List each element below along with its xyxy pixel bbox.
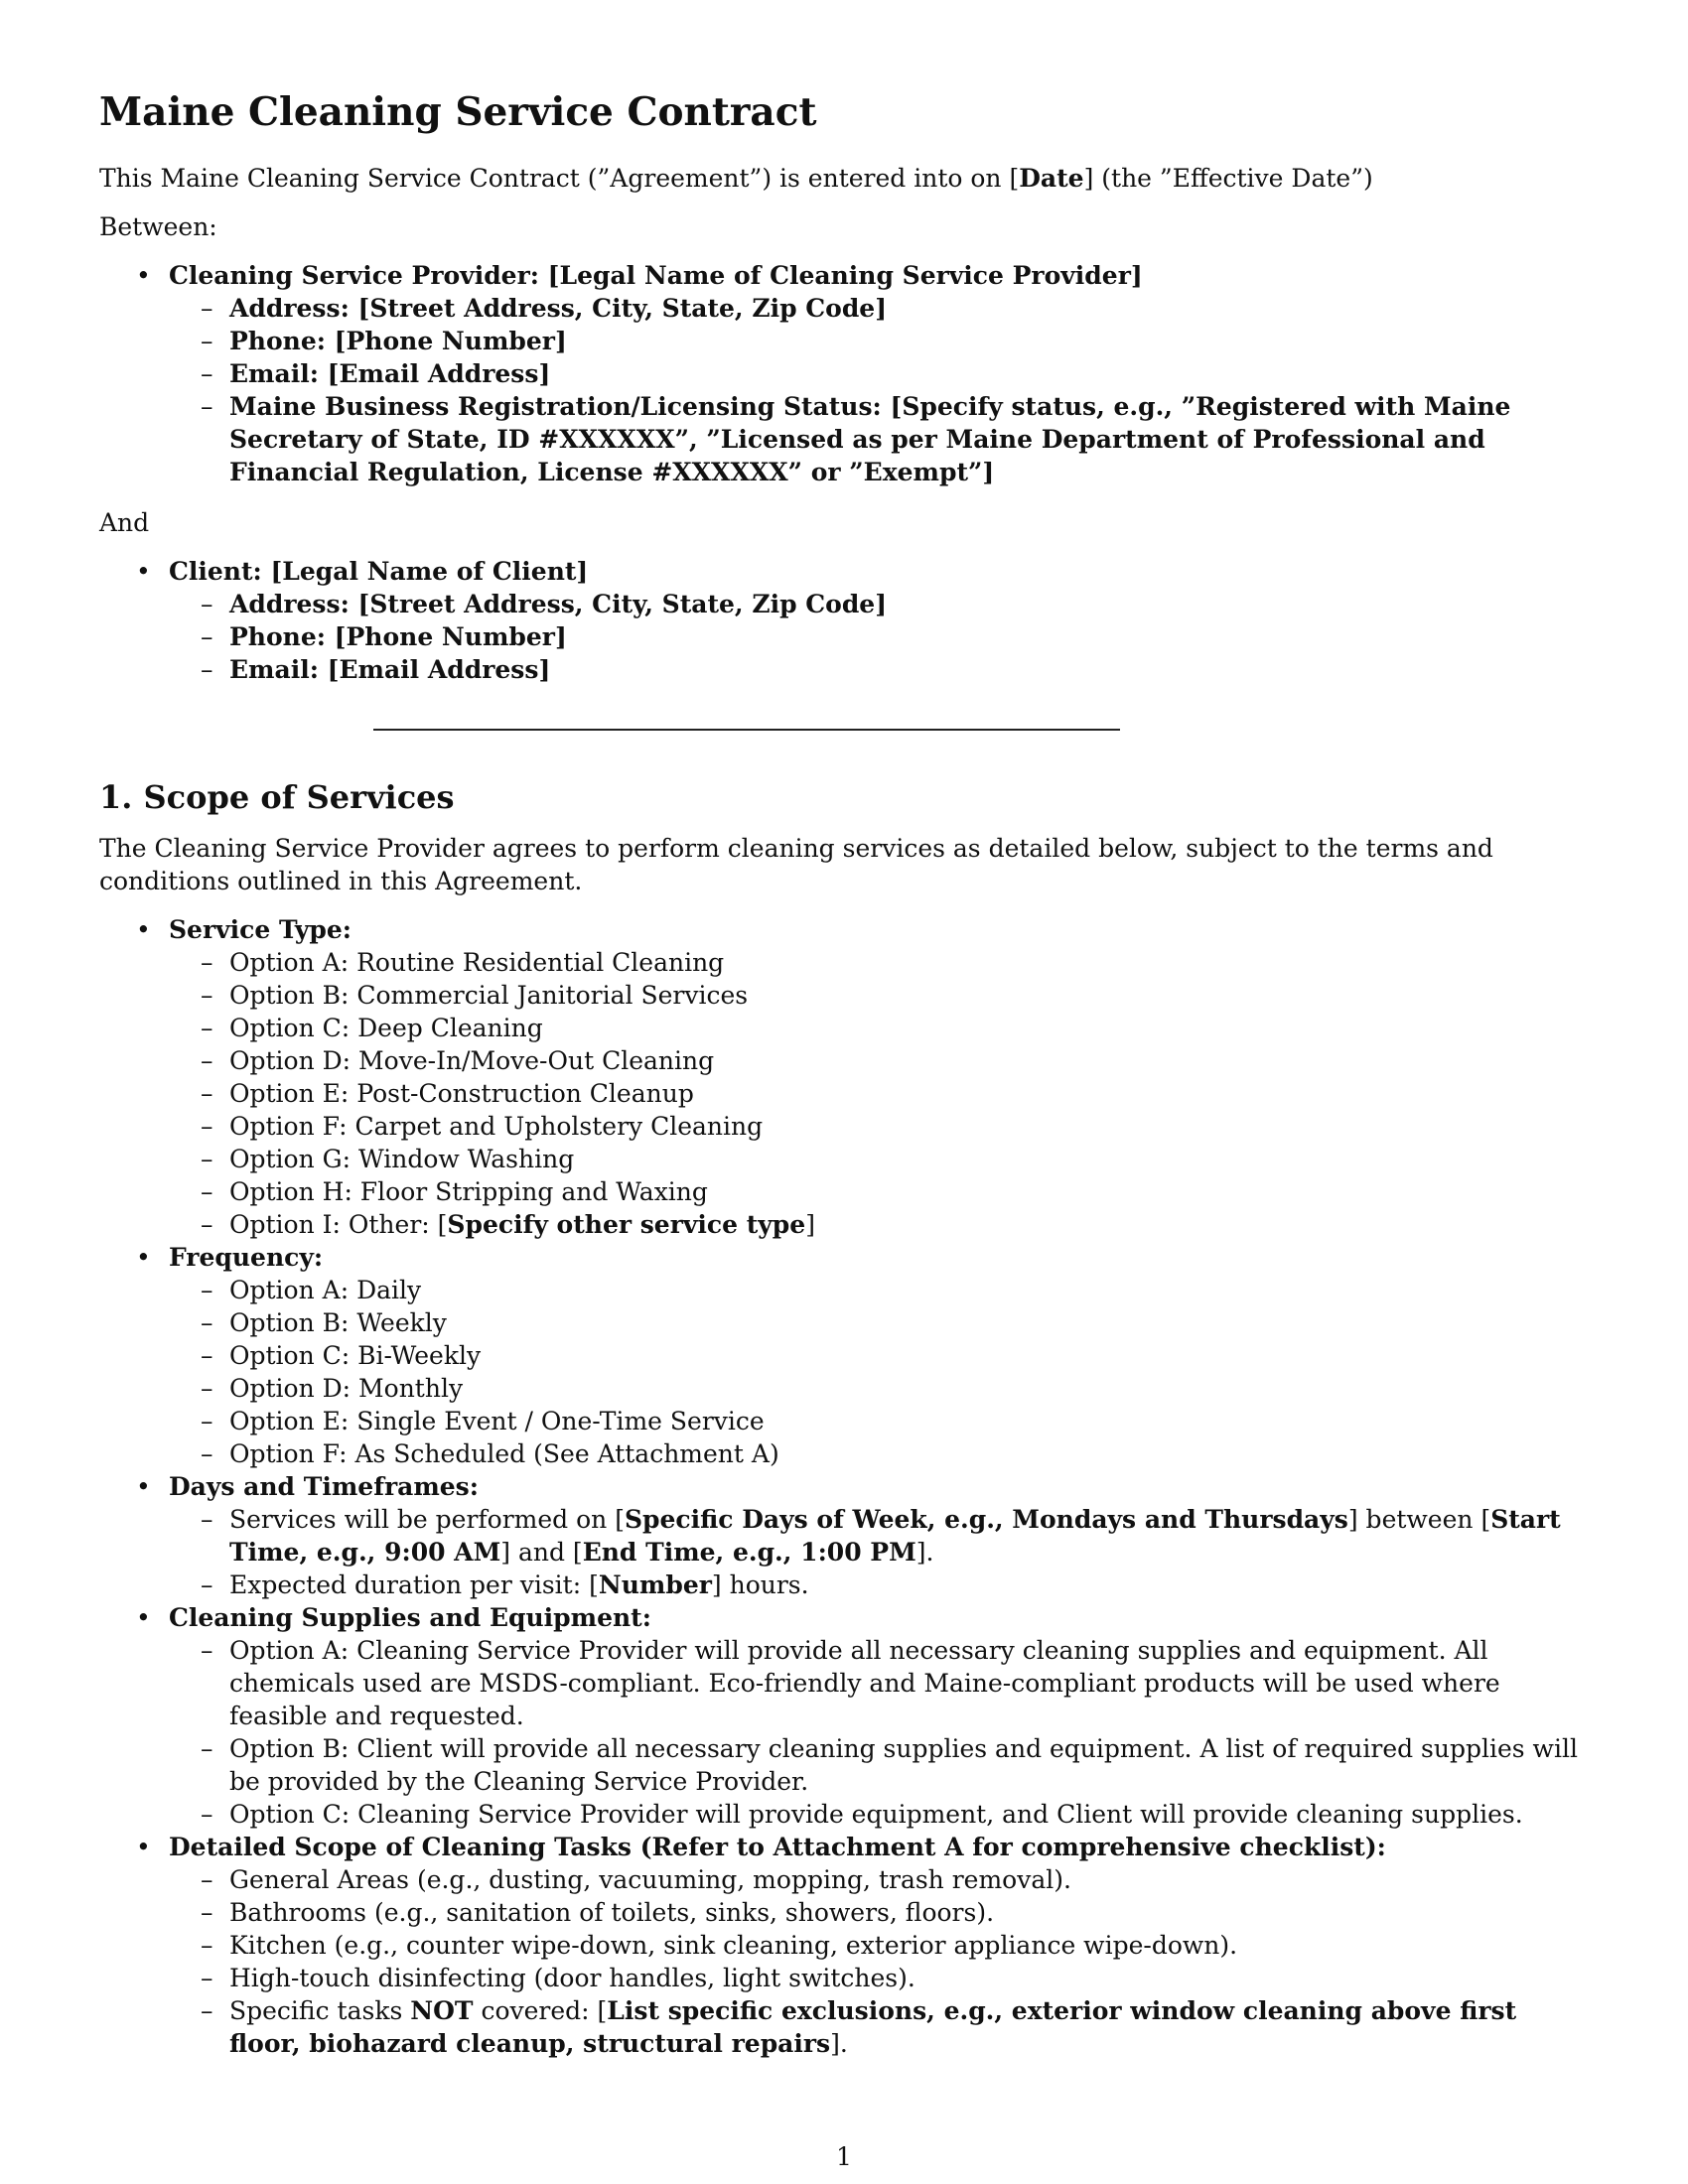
- document-title: Maine Cleaning Service Contract: [99, 89, 817, 135]
- tasks-list: [169, 1863, 1589, 2060]
- scope-intro-paragraph: The Cleaning Service Provider agrees to perform cleaning services as detailed below, subject to the terms and conditions outlined in this Agreement.: [99, 834, 1493, 895]
- tasks-exclusions: [169, 1994, 1589, 2060]
- client-address: [169, 588, 1589, 620]
- list-item: – Option D: Move-In/Move-Out Cleaning: [169, 1044, 1589, 1077]
- client-email-text: Email: [Email Address]: [229, 655, 551, 684]
- service-type-other: [169, 1208, 1589, 1241]
- list-item: – Option F: As Scheduled (See Attachment A): [169, 1437, 1589, 1470]
- frequency-item: [99, 1241, 1589, 1470]
- list-item: – Option A: Daily: [169, 1274, 1589, 1306]
- frequency-label: Frequency:: [169, 1243, 324, 1272]
- provider-phone: [169, 325, 1589, 357]
- list-item: – Option C: Deep Cleaning: [169, 1012, 1589, 1044]
- list-item: – Option A: Routine Residential Cleaning: [169, 946, 1589, 979]
- client-email: [169, 653, 1589, 686]
- provider-item: [99, 259, 1589, 488]
- provider-address: [169, 292, 1589, 325]
- page-number: 1: [836, 2142, 852, 2171]
- section-heading-scope: 1. Scope of Services: [99, 778, 455, 816]
- exclusions-text-a: Specific tasks: [229, 1996, 411, 2025]
- schedule-text-d: ].: [915, 1538, 934, 1567]
- supplies-label: Cleaning Supplies and Equipment:: [169, 1603, 651, 1632]
- supplies-item: [99, 1601, 1589, 1831]
- exclusions-text-b: covered: [: [473, 1996, 608, 2025]
- client-item: [99, 555, 1589, 686]
- service-type-item: [99, 913, 1589, 1241]
- service-type-label: Service Type:: [169, 915, 352, 944]
- days-item: [99, 1470, 1589, 1601]
- provider-details: [169, 292, 1589, 488]
- duration-text-a: Expected duration per visit: [: [229, 1570, 599, 1599]
- service-type-options: [169, 946, 1589, 1241]
- client-details: [169, 588, 1589, 686]
- intro-date-placeholder: Date: [1019, 164, 1084, 193]
- and-label: And: [99, 508, 150, 537]
- list-item: – Option B: Commercial Janitorial Services: [169, 979, 1589, 1012]
- list-item: – Kitchen (e.g., counter wipe-down, sink cleaning, exterior appliance wipe-down).: [169, 1929, 1589, 1962]
- duration-text-b: ] hours.: [711, 1570, 809, 1599]
- list-item: – Option B: Client will provide all necessary cleaning supplies and equipment. A list of required supplies will be provided by the Cleaning Service Provider.: [169, 1732, 1589, 1798]
- client-address-text: Address: [Street Address, City, State, Zip Code]: [229, 590, 888, 618]
- provider-licensing: [169, 390, 1589, 488]
- start-time-placeholder: Start Time, e.g., 9:00 AM: [229, 1505, 1561, 1567]
- days-duration: [169, 1569, 1589, 1601]
- list-item: – Bathrooms (e.g., sanitation of toilets, sinks, showers, floors).: [169, 1896, 1589, 1929]
- intro-text-start: This Maine Cleaning Service Contract (”Agreement”) is entered into on [: [99, 164, 1020, 193]
- list-item: – Option E: Single Event / One-Time Service: [169, 1405, 1589, 1437]
- other-prefix: Option I: Other: [: [229, 1210, 448, 1239]
- list-item: – High-touch disinfecting (door handles, light switches).: [169, 1962, 1589, 1994]
- exclusions-not: NOT: [410, 1996, 474, 2025]
- schedule-text-b: ] between [: [1347, 1505, 1491, 1534]
- list-item: – Option F: Carpet and Upholstery Cleaning: [169, 1110, 1589, 1143]
- list-item: – Option C: Bi-Weekly: [169, 1339, 1589, 1372]
- provider-address-text: Address: [Street Address, City, State, Zip Code]: [229, 294, 888, 323]
- provider-label: Cleaning Service Provider: [Legal Name of Cleaning Service Provider]: [169, 261, 1143, 290]
- schedule-text-c: ] and [: [500, 1538, 583, 1567]
- client-phone-text: Phone: [Phone Number]: [229, 622, 567, 651]
- list-item: – Option C: Cleaning Service Provider will provide equipment, and Client will provide cleaning supplies.: [169, 1798, 1589, 1831]
- other-placeholder: Specify other service type: [447, 1210, 806, 1239]
- days-schedule: [169, 1503, 1589, 1569]
- client-list: [99, 555, 1589, 686]
- list-item: – Option B: Weekly: [169, 1306, 1589, 1339]
- intro-text-end: ] (the ”Effective Date”): [1083, 164, 1373, 193]
- list-item: – Option A: Cleaning Service Provider will provide all necessary cleaning supplies and equipment. All chemicals used are MSDS-compliant. Eco-friendly and Maine-compliant products will be used where feasible and requested.: [169, 1634, 1589, 1732]
- list-item: – Option D: Monthly: [169, 1372, 1589, 1405]
- client-phone: [169, 620, 1589, 653]
- exclusions-text-c: ].: [830, 2029, 848, 2058]
- scope-list: [99, 913, 1589, 2060]
- tasks-item: [99, 1831, 1589, 2060]
- section-divider: [373, 729, 1120, 731]
- days-label: Days and Timeframes:: [169, 1472, 479, 1501]
- supplies-options: [169, 1634, 1589, 1831]
- list-item: – Option E: Post-Construction Cleanup: [169, 1077, 1589, 1110]
- intro-paragraph: [99, 162, 1589, 195]
- frequency-options: [169, 1274, 1589, 1470]
- days-placeholder: Specific Days of Week, e.g., Mondays and Thursdays: [624, 1505, 1348, 1534]
- end-time-placeholder: End Time, e.g., 1:00 PM: [582, 1538, 916, 1567]
- exclusions-placeholder: List specific exclusions, e.g., exterior window cleaning above first floor, biohazard cleanup, structural repairs: [229, 1996, 1517, 2058]
- provider-licensing-text: Maine Business Registration/Licensing Status: [Specify status, e.g., ”Registered with Maine Secretary of State, ID #XXXXXX”, ”Licensed as per Maine Department of Professional and Financial Regulation, License #XXXXXX” or ”Exempt”]: [229, 392, 1511, 486]
- other-suffix: ]: [805, 1210, 815, 1239]
- days-details: [169, 1503, 1589, 1601]
- tasks-label: Detailed Scope of Cleaning Tasks (Refer to Attachment A for comprehensive checklist):: [169, 1833, 1386, 1861]
- list-item: – Option G: Window Washing: [169, 1143, 1589, 1175]
- provider-phone-text: Phone: [Phone Number]: [229, 327, 567, 355]
- client-label: Client: [Legal Name of Client]: [169, 557, 589, 586]
- provider-list: [99, 259, 1589, 488]
- between-label: Between:: [99, 212, 217, 241]
- list-item: – Option H: Floor Stripping and Waxing: [169, 1175, 1589, 1208]
- provider-email: [169, 357, 1589, 390]
- provider-email-text: Email: [Email Address]: [229, 359, 551, 388]
- list-item: – General Areas (e.g., dusting, vacuuming, mopping, trash removal).: [169, 1863, 1589, 1896]
- duration-placeholder: Number: [598, 1570, 712, 1599]
- schedule-text-a: Services will be performed on [: [229, 1505, 625, 1534]
